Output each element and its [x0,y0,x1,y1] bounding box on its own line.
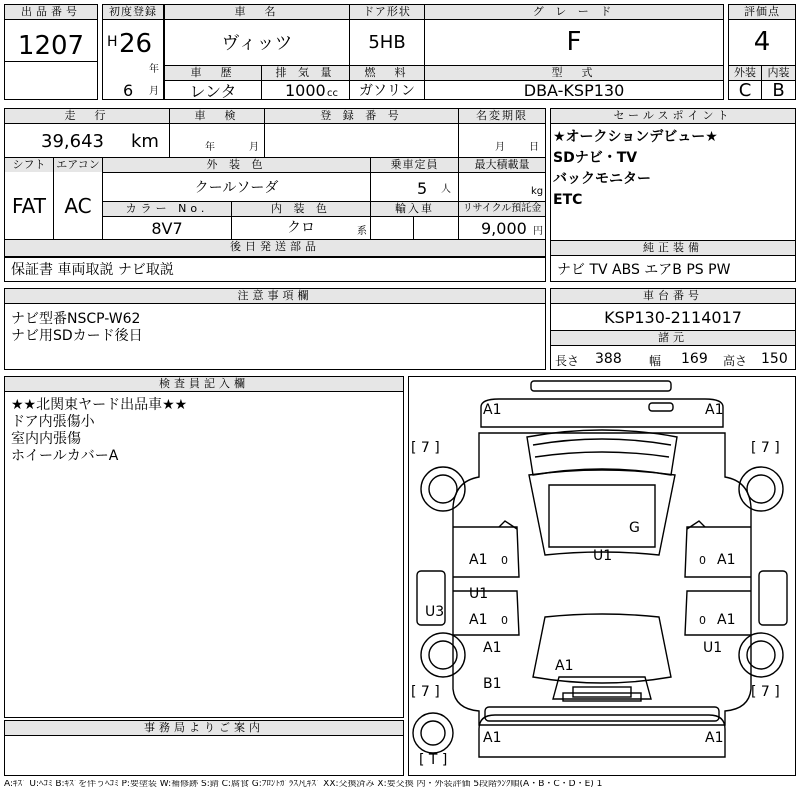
damage-mark: G [629,520,640,536]
first-registration-box [102,4,164,100]
exterior-grade: C [738,79,752,101]
damage-mark: 0 [501,554,508,567]
lot-number-box [4,4,98,100]
damage-mark: A1 [483,640,502,656]
recycle-fee: 9,000 [481,219,527,238]
damage-mark: 0 [699,614,706,627]
interior-grade: B [772,79,785,101]
first-reg-label: 初度登録 [103,5,163,19]
fuel-label: 燃 料 [350,66,424,80]
car-outline-icon [409,377,795,775]
damage-diagram [408,376,796,776]
aircon: AC [64,194,92,218]
fuel: ガソリン [359,83,415,99]
color-number: 8V7 [151,218,183,238]
score: 4 [753,27,771,57]
displacement: 1000 [285,81,326,100]
dimensions-label: 諸元 [551,331,795,345]
top-info-grid [164,4,724,100]
displacement-label: 排 気 量 [262,66,349,80]
height: 150 [761,351,788,367]
sales-points-box [550,108,796,242]
damage-mark: U1 [593,548,613,564]
damage-mark: A1 [469,612,488,628]
length: 388 [595,351,622,367]
sales-point-1: ★オークションデビュー★ [553,129,718,145]
inspector-line-3: 室内内張傷 [11,431,81,447]
later-parts-text: 保証書 車両取説 ナビ取説 [11,262,174,278]
tire-bracket: [ 7 ] [411,440,440,456]
damage-mark: A1 [483,402,502,418]
tire-bracket: [ T ] [419,752,448,768]
ext-color: クールソーダ [194,180,279,196]
damage-mark: A1 [555,658,574,674]
inspector-notes [11,397,187,465]
length-label: 長さ [555,354,580,368]
sales-point-3: バックモニター [553,171,651,187]
history-label: 車 歴 [165,66,261,80]
width: 169 [681,351,708,367]
office-label: 事務局よりご案内 [5,721,403,735]
chassis-number: KSP130-2114017 [604,307,742,327]
ac-label: エアコン [54,158,102,172]
tire-bracket: [ 7 ] [751,440,780,456]
max-load-label: 最大積載量 [459,158,545,172]
sales-points-list [553,129,718,209]
lot-number: 1207 [17,31,85,61]
damage-mark: U1 [469,586,489,602]
height-label: 高さ [723,354,748,368]
import-label: 輸入車 [371,202,458,216]
genuine-equipment-box [550,240,796,282]
displacement-unit: cc [327,88,338,99]
shift: FAT [11,194,46,218]
chassis-label: 車台番号 [551,289,795,303]
note-line-2: ナビ用SDカード後日 [11,328,143,344]
era-letter: H [107,34,118,50]
damage-mark: 0 [501,614,508,627]
chassis-box [550,288,796,370]
later-parts-box [4,256,546,282]
grade-label: グ レ ー ド [425,5,723,19]
inspection-month-unit: 月 [249,142,259,153]
damage-mark: A1 [469,552,488,568]
max-load-unit: kg [531,186,544,197]
int-color: クロ [287,220,315,236]
capacity-unit: 人 [441,184,451,195]
mileage: 39,643 [41,131,104,152]
recycle-label: リサイクル預託金 [459,202,545,216]
office-box [4,720,404,776]
width-label: 幅 [649,354,662,368]
name-change-month-unit: 月 [495,142,505,153]
door-label: ドア形状 [350,5,424,19]
mileage-unit: km [131,131,159,152]
damage-mark: A1 [705,402,724,418]
inspector-box [4,376,404,718]
inspector-label: 検査員記入欄 [5,377,403,391]
history: レンタ [189,81,237,101]
lot-number-label: 出品番号 [5,5,97,19]
model-label: 型 式 [425,66,723,80]
name-change-label: 名変期限 [459,109,545,123]
notes-box [4,288,546,370]
later-parts-label: 後日発送部品 [5,240,545,257]
reg-number-label: 登 録 番 号 [265,109,458,123]
exterior-label: 外装 [729,66,761,80]
ext-color-label: 外 装 色 [103,158,370,172]
notes-label: 注意事項欄 [5,289,545,303]
sales-points-label: セールスポイント [551,109,795,123]
reg-year: 26 [119,29,153,59]
color-no-label: カラー No. [103,202,231,216]
damage-mark: A1 [717,552,736,568]
name-change-day-unit: 日 [529,142,539,153]
model-code: DBA-KSP130 [523,80,625,100]
door-type: 5HB [368,31,406,53]
genuine-equipment-label: 純正装備 [551,241,795,255]
score-label: 評価点 [729,5,795,19]
shift-label: シフト [5,158,53,172]
mileage-label: 走 行 [5,109,169,123]
note-line-1: ナビ型番NSCP-W62 [11,311,141,327]
car-name: ヴィッツ [221,33,293,54]
vehicle-details-grid [4,108,546,258]
legend: A:ｷｽﾞ U:ﾍｺﾐ B:ｷｽﾞを伴うﾍｺﾐ P:要塗装 W:補修跡 S:錆 C:腐食 G:ﾌﾛﾝﾄｶﾞﾗｽ凡ｷｽﾞ XX:交換済み X:要交換 内・外装評価 5段階ﾗﾝｸ順(A・B・C・D・E) 1 [4,780,603,789]
month-unit: 月 [149,86,159,97]
score-box [728,4,796,100]
inspector-line-4: ホイールカバーA [11,448,119,464]
damage-mark: A1 [705,730,724,746]
car-name-label: 車 名 [165,5,349,19]
grade: F [566,27,582,57]
capacity-label: 乗車定員 [371,158,458,172]
sales-point-2: SDナビ・TV [553,150,638,166]
damage-mark: B1 [483,676,502,692]
int-color-label: 内 装 色 [232,202,370,216]
damage-mark: U3 [425,604,445,620]
reg-month: 6 [123,81,134,100]
tire-bracket: [ 7 ] [411,684,440,700]
recycle-unit: 円 [533,226,543,237]
inspector-line-1: ★★北関東ヤード出品車★★ [11,397,188,413]
capacity: 5 [417,179,428,198]
inspection-label: 車 検 [170,109,264,123]
int-color-unit: 系 [357,226,367,237]
damage-mark: A1 [483,730,502,746]
inspection-year-unit: 年 [205,142,215,153]
inspector-line-2: ドア内張傷小 [11,414,95,430]
damage-mark: U1 [703,640,723,656]
damage-mark: 0 [699,554,706,567]
genuine-equipment-text: ナビ TV ABS エアB PS PW [557,262,731,278]
tire-bracket: [ 7 ] [751,684,780,700]
notes-list [11,311,143,345]
damage-mark: A1 [717,612,736,628]
year-unit: 年 [149,64,159,75]
interior-label: 内装 [762,66,795,80]
sales-point-4: ETC [553,192,583,208]
